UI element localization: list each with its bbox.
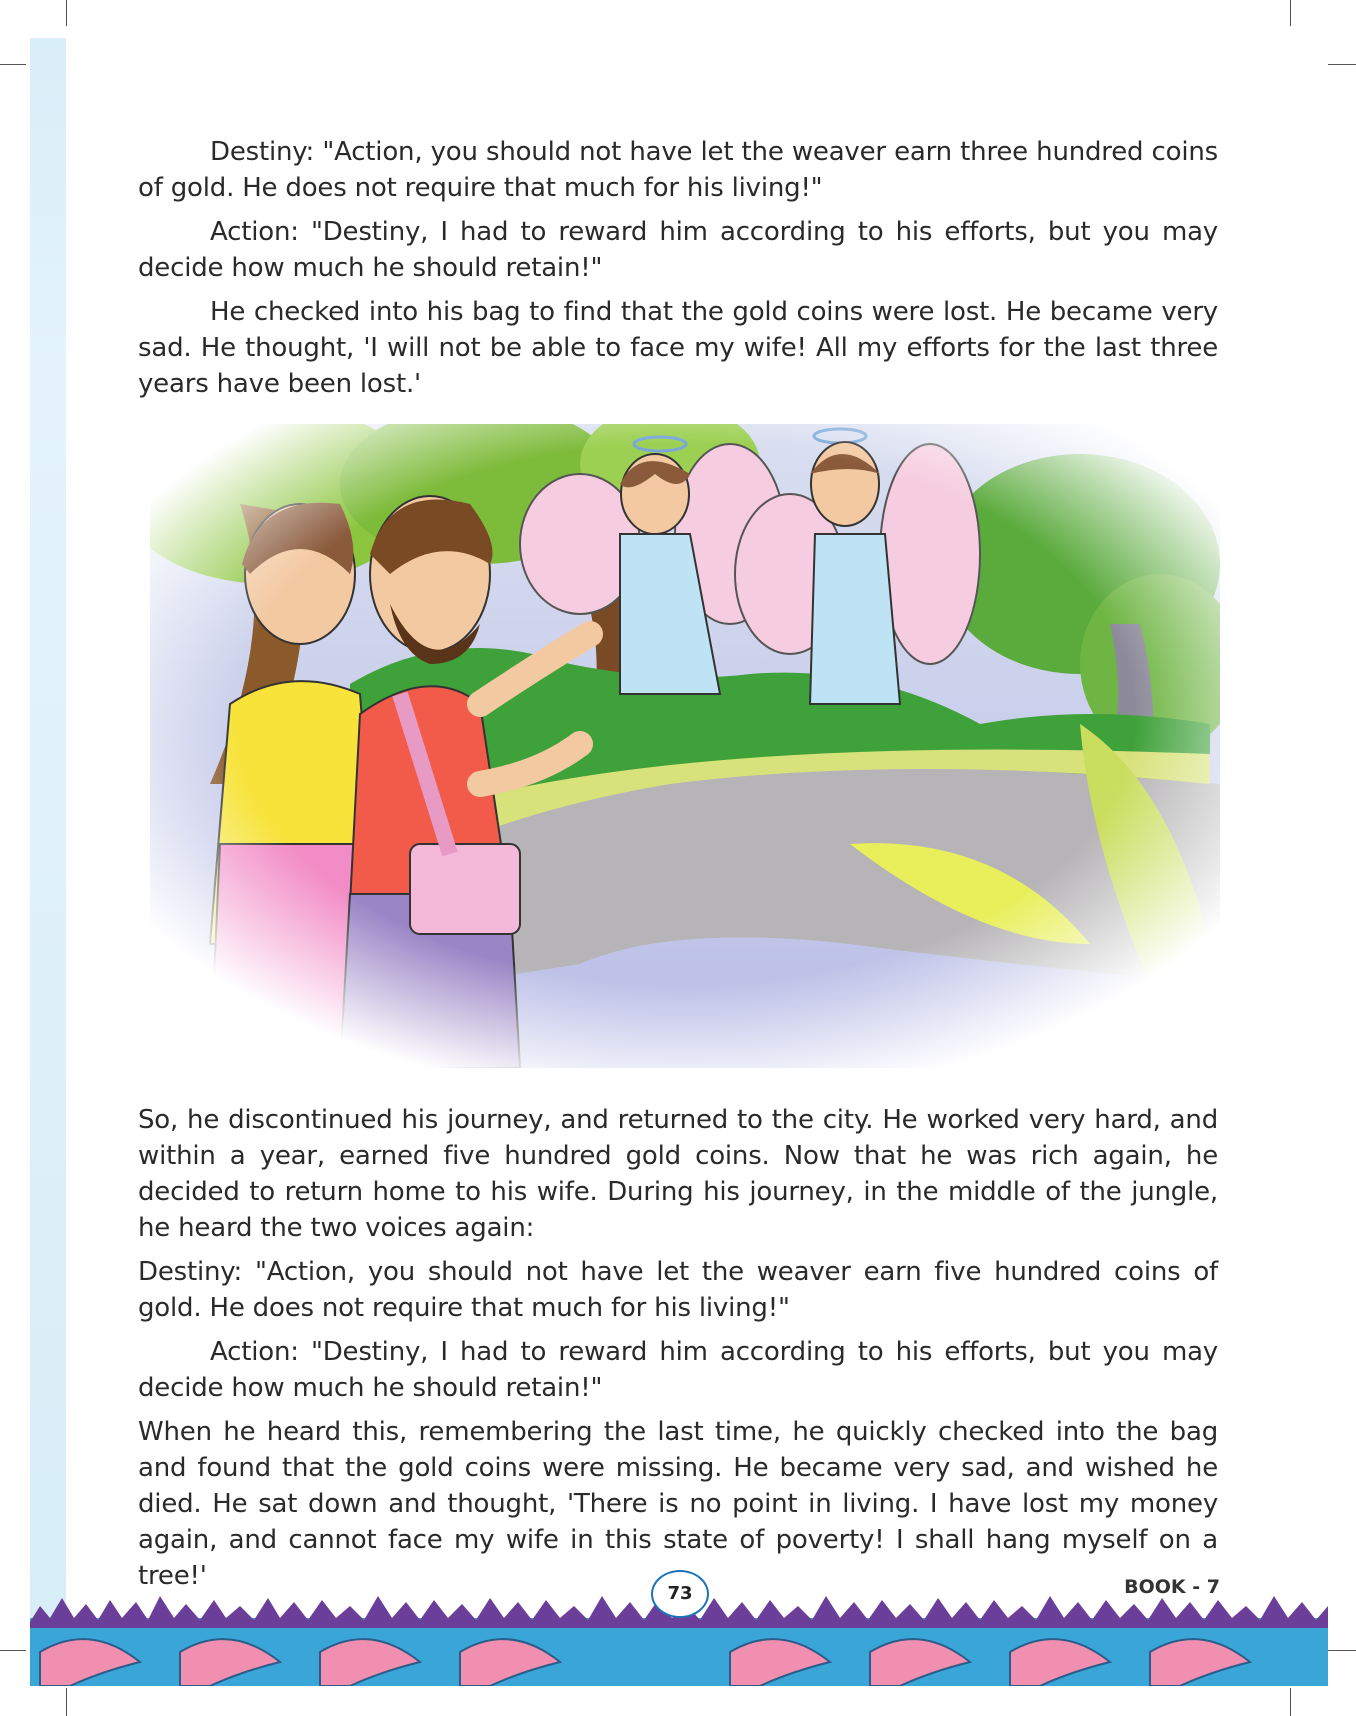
crop-mark [0, 64, 26, 65]
crop-mark [1328, 64, 1356, 65]
page-number: 73 [651, 1570, 709, 1618]
story-text-top [138, 134, 1218, 410]
paragraph: So, he discontinued his journey, and returned to the city. He worked very hard, and within a year, earned five hundred gold coins. Now that he was rich again, he decided to return home to his wife. During his journey, in the middle of the jungle, he heard the two voices again: [138, 1105, 1218, 1243]
crop-mark [1328, 1650, 1356, 1651]
story-text-bottom [138, 1102, 1218, 1602]
vignette [150, 424, 1220, 1068]
crop-mark [0, 1650, 26, 1651]
crop-mark [66, 0, 67, 26]
crop-mark [66, 1688, 67, 1716]
story-illustration [150, 424, 1220, 1068]
paragraph: Action: "Destiny, I had to reward him according to his efforts, but you may decide how much he should retain!" [138, 1337, 1218, 1403]
paragraph: Destiny: "Action, you should not have let the weaver earn five hundred coins of gold. He does not require that much for his living!" [138, 1257, 1218, 1323]
paragraph: When he heard this, remembering the last time, he quickly checked into the bag and found that the gold coins were missing. He became very sad, and wished he died. He sat down and thought, 'There is no point in living. I have lost my money again, and cannot face my wife in this state of poverty! I shall hang myself on a tree!' [138, 1417, 1218, 1591]
paragraph: Action: "Destiny, I had to reward him according to his efforts, but you may decide how much he should retain!" [138, 217, 1218, 283]
paragraph: Destiny: "Action, you should not have let the weaver earn three hundred coins of gold. He does not require that much for his living!" [138, 137, 1218, 203]
side-decoration-strip [30, 38, 66, 1686]
book-label: BOOK - 7 [1124, 1576, 1220, 1598]
crop-mark [1290, 1688, 1291, 1716]
paragraph: He checked into his bag to find that the gold coins were lost. He became very sad. He thought, 'I will not be able to face my wife! All my efforts for the last three years have been lost.' [138, 297, 1218, 399]
crop-mark [1290, 0, 1291, 26]
